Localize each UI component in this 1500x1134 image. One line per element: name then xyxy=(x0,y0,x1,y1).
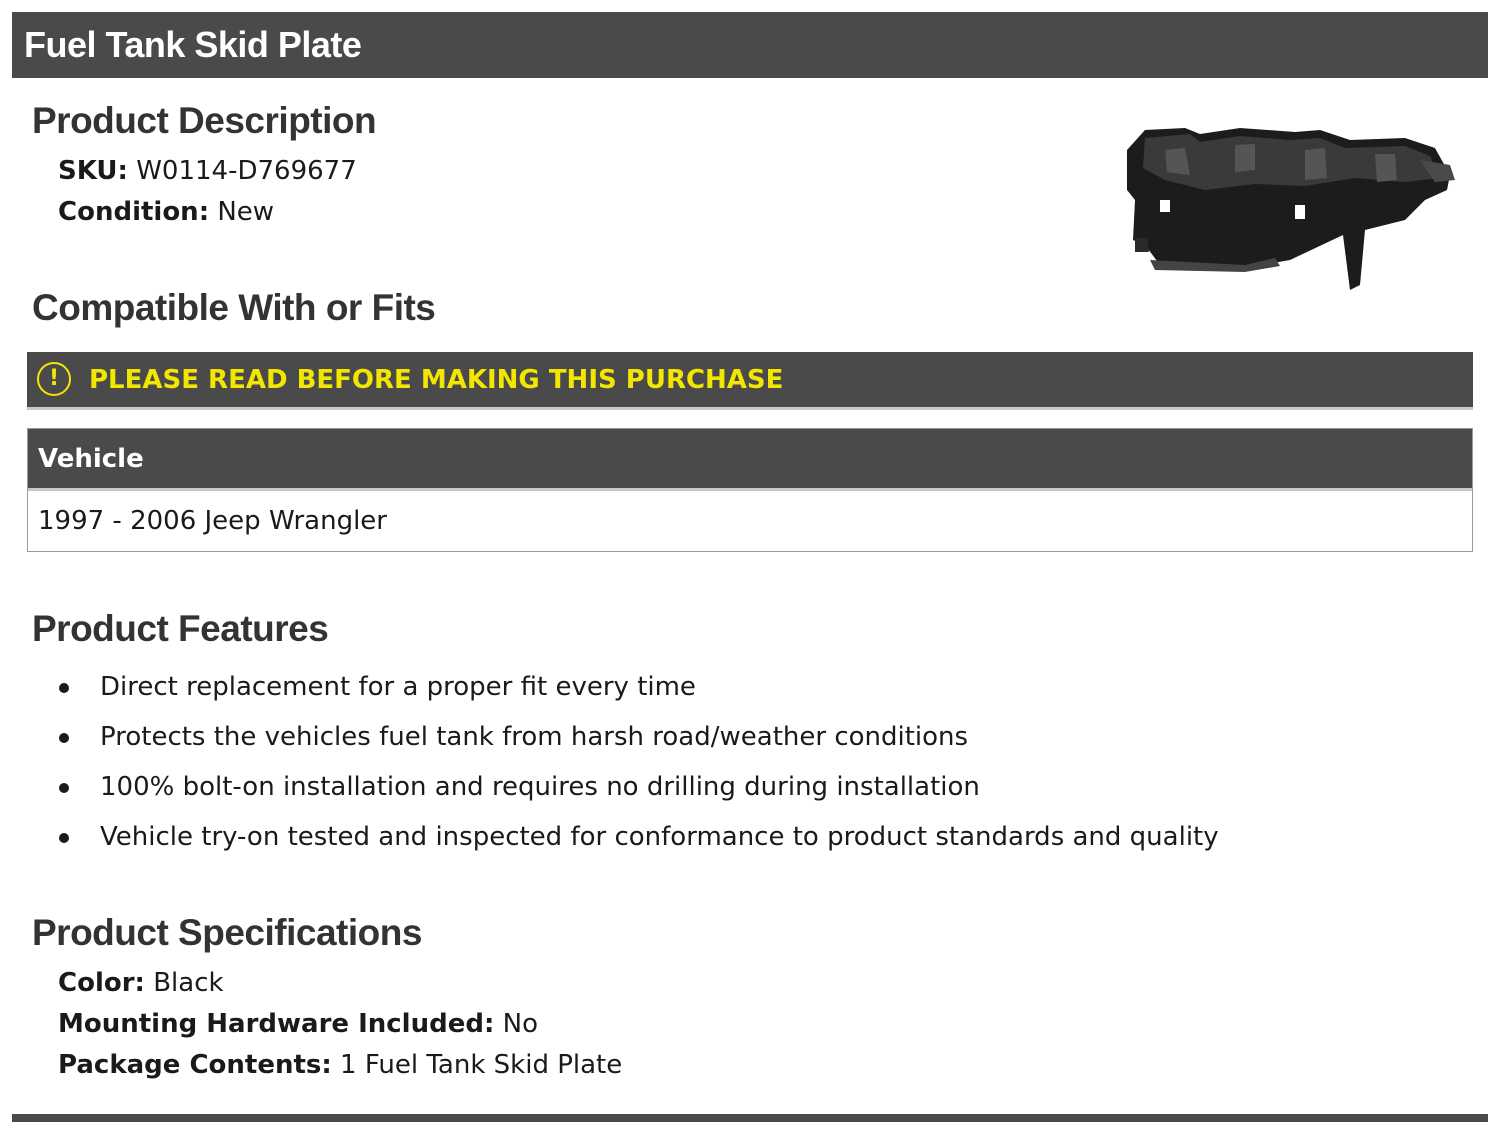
sku-line xyxy=(58,156,357,186)
contents-label: Package Contents: xyxy=(58,1050,332,1080)
list-item xyxy=(100,665,1219,715)
product-description-heading: Product Description xyxy=(32,100,377,141)
contents-line xyxy=(58,1050,622,1080)
purchase-warning-banner xyxy=(27,352,1473,410)
vehicle-fitment-table xyxy=(27,428,1473,552)
bullet-icon xyxy=(59,683,69,693)
compatibility-heading: Compatible With or Fits xyxy=(32,287,436,328)
list-item xyxy=(100,715,1219,765)
table-row: 1997 - 2006 Jeep Wrangler xyxy=(38,506,387,536)
color-value: Black xyxy=(153,968,224,998)
bottom-divider xyxy=(12,1114,1488,1122)
product-specifications-heading: Product Specifications xyxy=(32,912,422,953)
color-line xyxy=(58,968,224,998)
hardware-value: No xyxy=(502,1009,538,1039)
list-item xyxy=(100,765,1219,815)
feature-text: Direct replacement for a proper fit every time xyxy=(100,672,696,702)
table-header-vehicle: Vehicle xyxy=(28,429,1472,491)
hardware-line xyxy=(58,1009,538,1039)
features-list xyxy=(100,665,1219,865)
product-features-heading: Product Features xyxy=(32,608,329,649)
condition-value: New xyxy=(217,197,275,227)
sku-value: W0114-D769677 xyxy=(136,156,357,186)
page-title: Fuel Tank Skid Plate xyxy=(12,12,1488,78)
condition-label: Condition: xyxy=(58,197,210,227)
sku-label: SKU: xyxy=(58,156,128,186)
warning-text: PLEASE READ BEFORE MAKING THIS PURCHASE xyxy=(89,365,784,395)
feature-text: Vehicle try-on tested and inspected for conformance to product standards and quality xyxy=(100,822,1219,852)
list-item xyxy=(100,815,1219,865)
bullet-icon xyxy=(59,783,69,793)
color-label: Color: xyxy=(58,968,145,998)
hardware-label: Mounting Hardware Included: xyxy=(58,1009,495,1039)
condition-line xyxy=(58,197,274,227)
feature-text: Protects the vehicles fuel tank from harsh road/weather conditions xyxy=(100,722,969,752)
skid-plate-product-image xyxy=(1105,120,1480,300)
bullet-icon xyxy=(59,833,69,843)
alert-circle-icon: ! xyxy=(37,362,71,396)
bullet-icon xyxy=(59,733,69,743)
contents-value: 1 Fuel Tank Skid Plate xyxy=(340,1050,623,1080)
feature-text: 100% bolt-on installation and requires no drilling during installation xyxy=(100,772,980,802)
